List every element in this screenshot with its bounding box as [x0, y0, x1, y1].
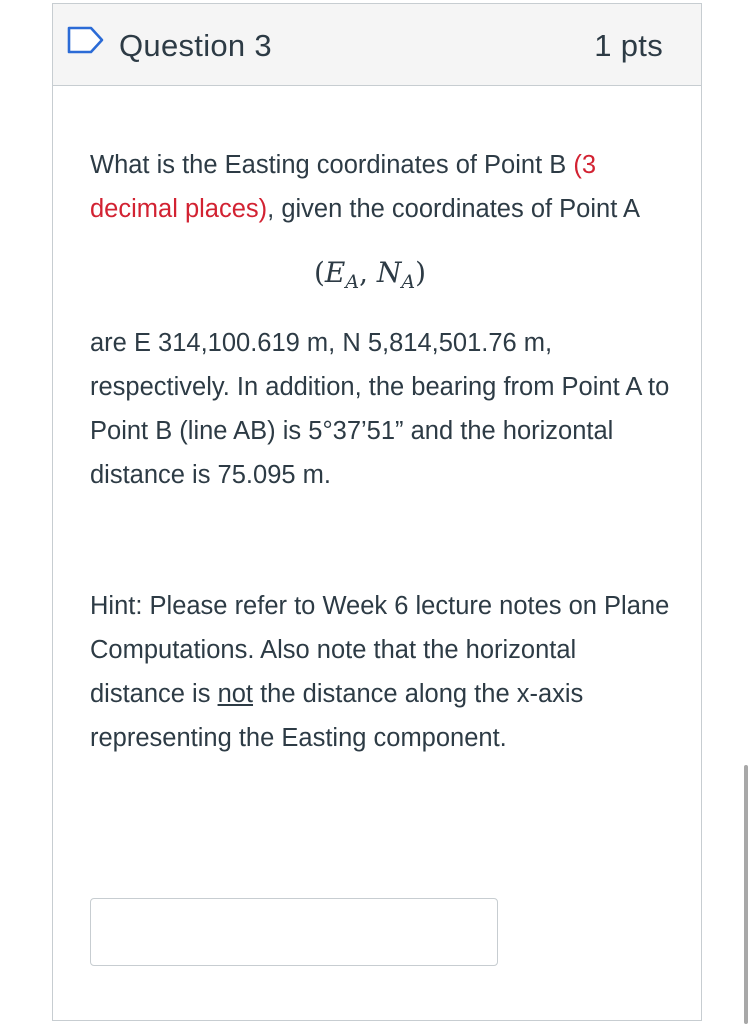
coordinate-formula — [90, 231, 670, 321]
decimal-places-note: (3 decimal places) — [90, 151, 597, 223]
question-hint — [90, 584, 670, 760]
flag-question-icon[interactable] — [67, 26, 105, 54]
intro-text: What is the Easting coordinates of Point B — [90, 151, 574, 179]
hint-text: Hint: Please refer to Week 6 lecture notes on Plane Computations. Also note that the horizontal distance is — [90, 592, 670, 708]
hint-emphasis: not — [217, 680, 254, 708]
question-title: Question 3 — [119, 28, 272, 63]
formula-northing-var: N — [376, 256, 402, 289]
formula-easting-sub: A — [345, 271, 360, 293]
question-card — [52, 3, 702, 1021]
formula-northing-sub: A — [401, 271, 416, 293]
hint-text-continued: the distance along the x-axis representing the Easting component. — [90, 680, 584, 752]
question-body — [90, 143, 670, 760]
formula-separator: , — [359, 256, 377, 289]
intro-text-continued: , given the coordinates of Point A — [267, 195, 640, 223]
answer-input[interactable] — [90, 898, 498, 966]
formula-easting-var: E — [324, 256, 346, 289]
formula-open-paren: ( — [313, 256, 325, 289]
scrollbar-thumb[interactable] — [744, 765, 748, 1024]
question-intro — [90, 143, 670, 231]
question-points: 1 pts — [594, 28, 663, 63]
question-header — [53, 4, 701, 86]
formula-close-paren: ) — [415, 256, 427, 289]
question-details: are E 314,100.619 m, N 5,814,501.76 m, respectively. In addition, the bearing from Point A to Point B (line AB) is 5°37’51” and the horizontal distance is 75.095 m. — [90, 329, 670, 489]
